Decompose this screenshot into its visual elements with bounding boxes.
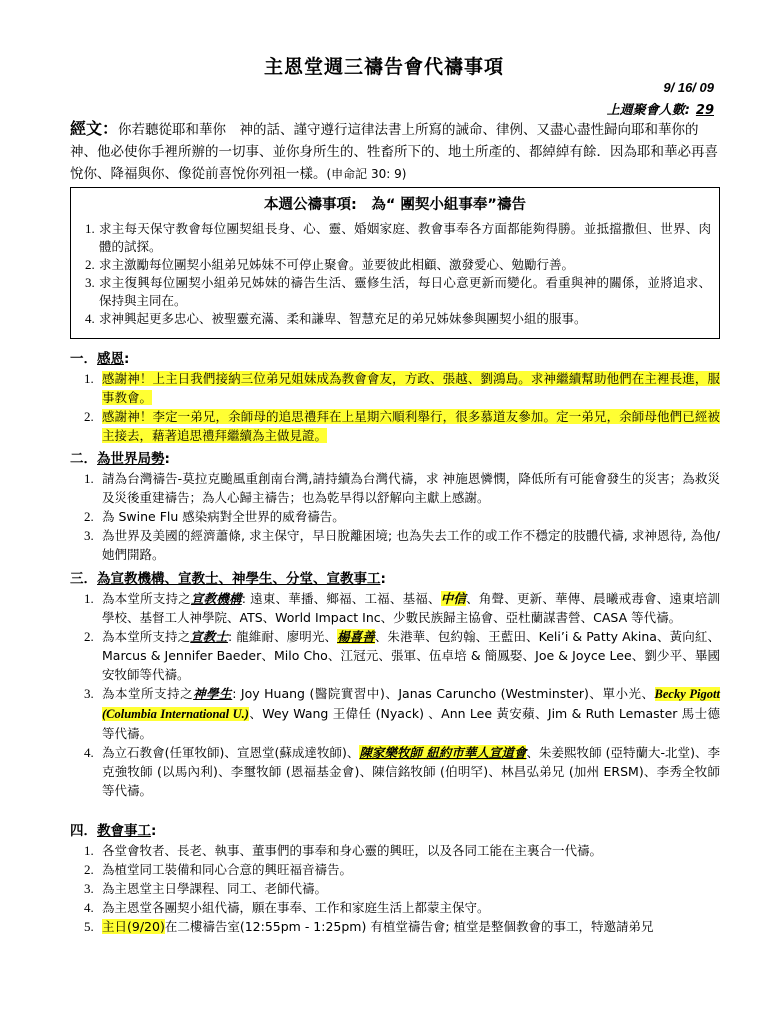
section-number: 四． [70,823,97,839]
section-heading [70,821,720,841]
list-item [70,369,720,407]
list-item [70,526,720,564]
attendance-count: 29 [695,103,714,118]
item-number: 2. [85,257,95,272]
highlighted-date: 主日(9/20) [102,919,165,934]
item-number: 3. [84,881,94,896]
list-item [70,627,720,684]
item-number: 2. [84,509,94,524]
highlighted-name: 楊喜善 [337,629,375,644]
list-item [70,469,720,507]
highlighted-item-text: 感謝神！李定一弟兄，余師母的追思禮拜在上星期六順利舉行，很多慕道友參加。定一弟兄，余師母他們已經被主接去，藉著追思禮拜繼續為主做見證。 [102,409,720,443]
item-text: 為立石教會(任軍牧師)、宣恩堂(蘇成達牧師)、 [102,745,360,760]
section-world-affairs [70,449,720,564]
section-heading [70,449,720,469]
list-item [70,898,720,917]
attendance-label: 上週聚會人數: [606,103,690,118]
section-number: 二． [70,451,97,467]
section-title: 為世界局勢 [97,451,165,467]
section-colon: : [164,451,170,467]
list-item [70,507,720,526]
item-prefix: 為本堂所支持之 [102,591,191,606]
item-text: 各堂會牧者、長老、執事、董事們的事奉和身心靈的興旺，以及各同工能在主裏合一代禱。 [102,843,603,858]
item-text: 請為台灣禱告-莫拉克颱風重創南台灣,請持續為台灣代禱，求 神施恩憐憫，降低所有可能會發生的災害；為救災及災後重建禱告；為人心歸主禱告；也為乾旱得以舒解向主獻上感謝。 [102,471,720,505]
highlighted-name: 陳家樂牧師 紐約市華人宣道會 [359,745,527,760]
item-number: 1. [84,471,94,486]
weekly-prayer-item [85,256,711,274]
section-thanksgiving [70,349,720,445]
weekly-prayer-item [85,310,711,328]
item-text: 求主激勵每位團契小組弟兄姊妹不可停止聚會。並要彼此相顧、激發愛心、勉勵行善。 [99,257,575,272]
item-text: 為主恩堂各團契小組代禱，願在事奉、工作和家庭生活上都蒙主保守。 [102,900,490,915]
page-title: 主恩堂週三禱告會代禱事項 [263,56,504,78]
list-item [70,407,720,445]
scripture-label: 經文： [70,119,119,138]
item-number: 2. [84,862,94,877]
item-number: 1. [84,843,94,858]
section-church-ministry [70,821,720,936]
item-text: 為植堂同工裝備和同心合意的興旺福音禱告。 [102,862,353,877]
section-title: 為宣教機構、宣教士、神學生、分堂、宣教事工 [97,571,381,587]
section-heading [70,569,720,589]
item-prefix: 為本堂所支持之 [102,686,194,701]
section-colon: : [124,351,130,367]
item-text: 求主復興每位團契小組弟兄姊妹的禱告生活、靈修生活，每日心意更新而變化。看重與神的關係，並將追求、保持與主同在。 [99,275,711,308]
section-missions [70,569,720,800]
section-number: 三． [70,571,97,587]
item-text: 求主每天保守教會每位團契組長身、心、靈、婚姻家庭、教會事奉各方面都能夠得勝。並抵擋撒但、世界、肉體的試探。 [99,221,711,254]
list-item [70,841,720,860]
item-text-continued: 、朱姜熙牧師 (亞特蘭大-北堂)、李克強牧師 (以馬內利)、李璽牧師 (恩福基金會)、陳信銘牧師 (伯明罕)、林昌弘弟兄 (加州 ERSM)、李秀全牧師等代禱。 [102,745,720,798]
bulletin-date: 9/ 16/ 09 [663,80,714,95]
item-text: 在二樓禱告室(12:55pm - 1:25pm) 有植堂禱告會; 植堂是整個教會的事工，特邀請弟兄 [164,919,654,934]
item-number: 1. [84,591,94,606]
item-text-continued: 、角聲、更新、華傳、晨曦戒毒會、遠東培訓學校、基督工人神學院、ATS、World Impact Inc、少數民族歸主協會、亞杜蘭謀書營、CASA 等代禱。 [102,591,720,625]
scripture-passage [70,118,720,185]
list-item [70,589,720,627]
item-text: 為主恩堂主日學課程、同工、老師代禱。 [102,881,328,896]
list-item [70,684,720,743]
section-colon: : [380,571,386,587]
item-text: : 遠東、華播、鄉福、工福、基福、 [241,591,441,606]
section-title: 教會事工 [97,823,151,839]
item-text-continued: 、朱港華、包約翰、王藍田、Keli’i & Patty Akina、黃向紅、Marcus & Jennifer Baeder、Milo Cho、江冠元、張軍、伍卓培 & 簡鳳娶、Joe & Joyce Lee、劉少平、畢國安牧師等代禱。 [102,629,720,682]
attendance-line [607,99,714,118]
item-category-label: 神學生 [193,686,233,701]
list-item [70,917,720,936]
item-number: 1. [85,221,95,236]
item-category-label: 宣教機構 [190,591,242,606]
section-title: 感恩 [97,351,124,367]
item-number: 2. [84,629,94,644]
item-text: 為世界及美國的經濟蕭條, 求主保守，早日脫離困境; 也為失去工作的或工作不穩定的肢體代禱, 求神恩待, 為他/她們開路。 [102,528,720,562]
section-heading [70,349,720,369]
item-number: 4. [85,311,95,326]
item-text: : 龍維耐、廖明光、 [228,629,338,644]
weekly-prayer-item [85,220,711,256]
item-text: 求神興起更多忠心、被聖靈充滿、柔和謙卑、智慧充足的弟兄姊妹參與團契小組的服事。 [99,311,587,326]
highlighted-name: Becky Pigott (Columbia International U.) [102,687,720,721]
weekly-prayer-box [70,187,720,339]
item-number: 5. [84,919,94,934]
item-number: 3. [84,686,94,701]
item-number: 3. [84,528,94,543]
list-item [70,743,720,800]
highlighted-name: 中信 [440,591,467,606]
weekly-prayer-list [85,220,711,328]
list-item [70,860,720,879]
weekly-prayer-title: 本週公禱事項: 為“ 團契小組事奉”禱告 [264,197,526,213]
item-text: : Joy Huang (醫院實習中)、Janas Carunchо (Westminster)、單小光、 [232,686,655,701]
highlighted-item-text: 感謝神！上主日我們接納三位弟兄姐妹成為教會會友，方政、張越、劉鴻島。求神繼續幫助他們在主裡長進，服事教會。 [102,371,720,405]
item-text-continued: 、Wey Wang 王偉任 (Nyack) 、Ann Lee 黃安蘋、Jim & Ruth Lemaster 馬士德等代禱。 [102,706,720,741]
item-number: 4. [84,745,94,760]
item-number: 3. [85,275,95,290]
item-number: 2. [84,409,94,424]
item-category-label: 宣教士 [190,629,228,644]
list-item [70,879,720,898]
item-text: 為 Swine Flu 感染病對全世界的威脅禱告。 [102,509,345,524]
item-prefix: 為本堂所支持之 [102,629,191,644]
section-number: 一． [70,351,97,367]
item-number: 4. [84,900,94,915]
item-number: 1. [84,371,94,386]
scripture-reference: (申命記 30: 9) [326,167,407,181]
scripture-text: 你若聽從耶和華你 神的話、謹守遵行這律法書上所寫的誡命、律例、又盡心盡性歸向耶和華你的 神、他必使你手裡所辦的一切事、並你身所生的、牲畜所下的、地土所產的、都綽綽有餘．因為耶和華必再喜悅你、降福與你、像從前喜悅你列祖一樣。 [70,122,718,182]
weekly-prayer-item [85,274,711,310]
section-colon: : [151,823,157,839]
